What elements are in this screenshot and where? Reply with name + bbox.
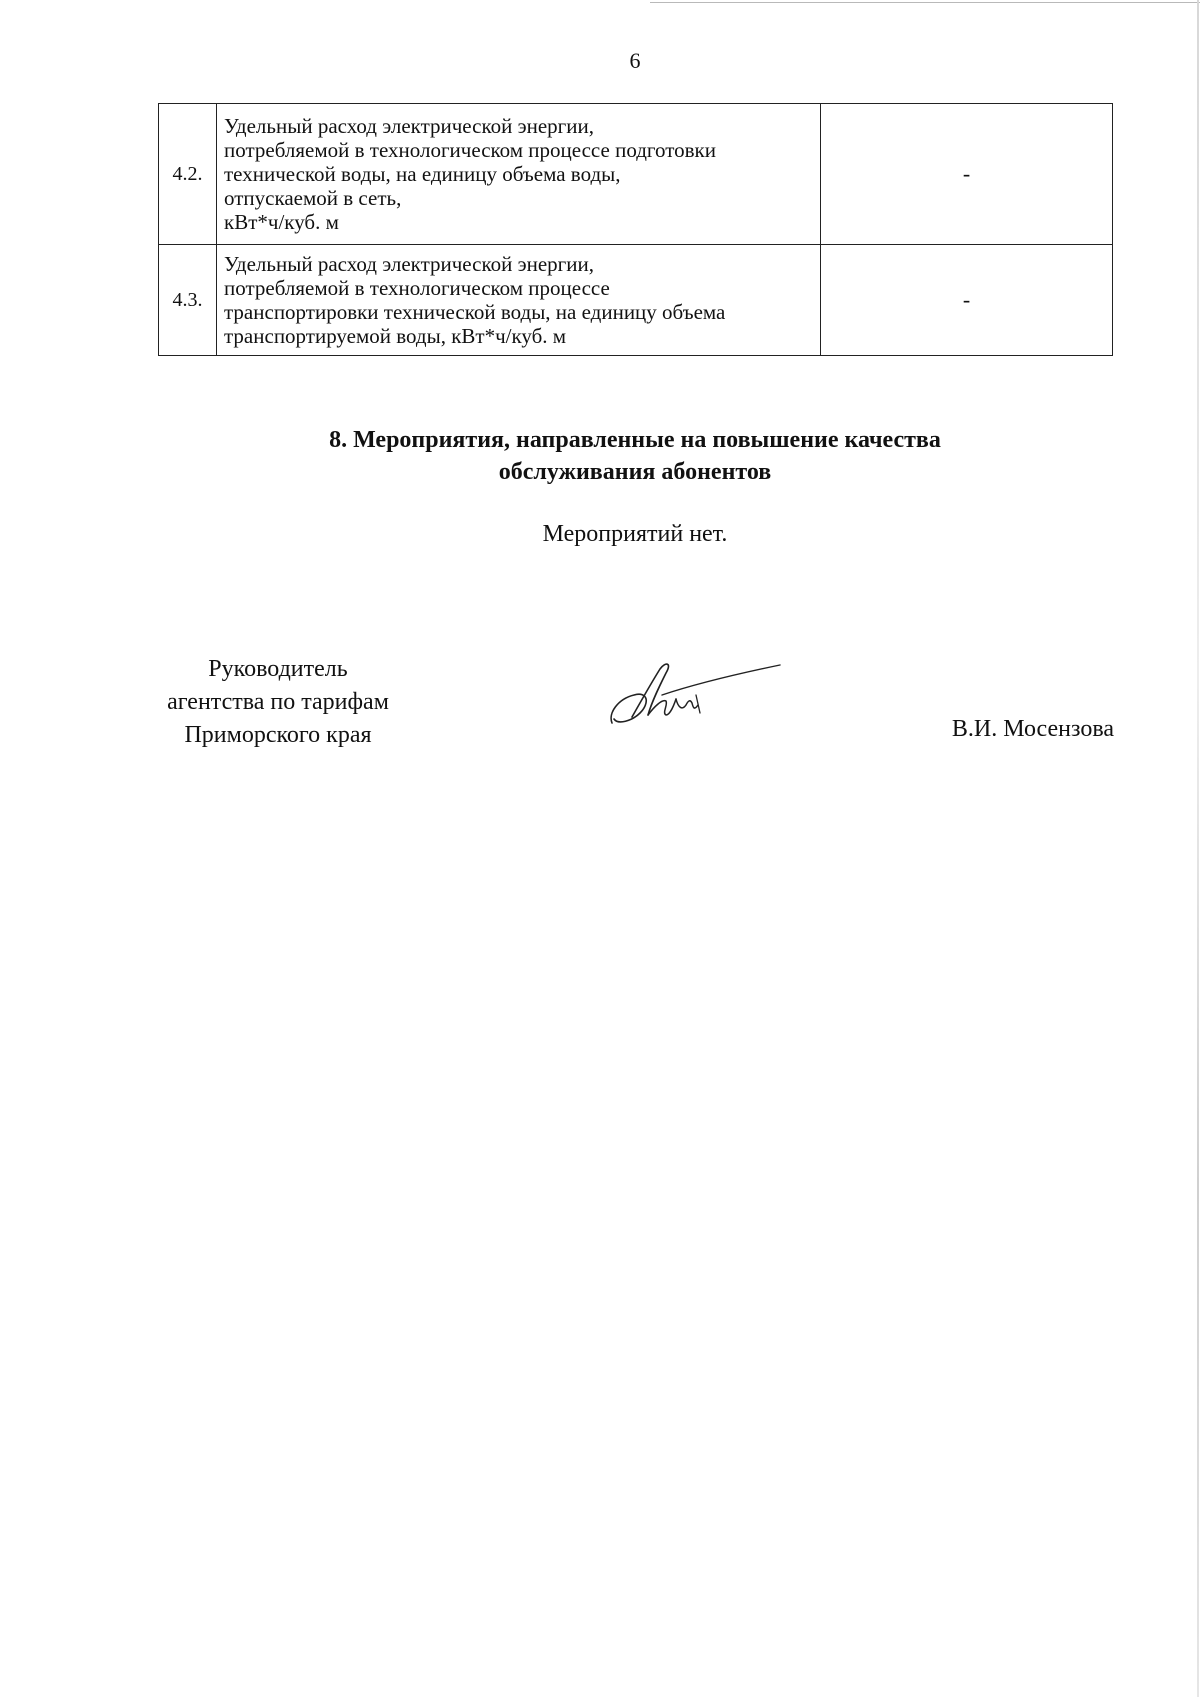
scan-edge-right	[1197, 0, 1199, 1697]
signer-position-line: Руководитель	[208, 656, 348, 682]
table-row	[159, 104, 1113, 245]
indicator-name-line: транспортировки технической воды, на единицу объема	[224, 300, 726, 324]
indicator-name-line: транспортируемой воды, кВт*ч/куб. м	[224, 324, 567, 348]
section-heading-line: обслуживания абонентов	[498, 459, 772, 485]
indicator-value: -	[821, 245, 1113, 356]
signer-name: В.И. Мосензова	[951, 716, 1114, 742]
indicator-name	[217, 245, 821, 356]
table-row	[159, 245, 1113, 356]
scan-edge-top	[650, 2, 1200, 3]
section-heading	[150, 424, 1120, 488]
section-body: Мероприятий нет.	[542, 521, 728, 547]
indicator-name-line: кВт*ч/куб. м	[224, 210, 339, 234]
indicator-name-line: Удельный расход электрической энергии,	[224, 114, 595, 138]
indicator-name-line: технической воды, на единицу объема воды,	[224, 162, 621, 186]
indicator-name-line: отпускаемой в сеть,	[224, 186, 402, 210]
handwritten-signature-icon	[604, 655, 784, 735]
signer-position	[130, 653, 426, 752]
indicator-name-line: Удельный расход электрической энергии,	[224, 252, 595, 276]
row-number: 4.3.	[159, 245, 217, 356]
indicator-name-line: потребляемой в технологическом процессе	[224, 276, 610, 300]
signer-position-line: агентства по тарифам	[167, 689, 389, 715]
section-heading-line: 8. Мероприятия, направленные на повышение качества	[329, 427, 941, 453]
row-number: 4.2.	[159, 104, 217, 245]
indicator-name-line: потребляемой в технологическом процессе подготовки	[224, 138, 716, 162]
signer-position-line: Приморского края	[184, 722, 372, 748]
indicators-table	[158, 103, 1113, 356]
indicator-name	[217, 104, 821, 245]
page-number: 6	[629, 48, 641, 73]
indicator-value: -	[821, 104, 1113, 245]
